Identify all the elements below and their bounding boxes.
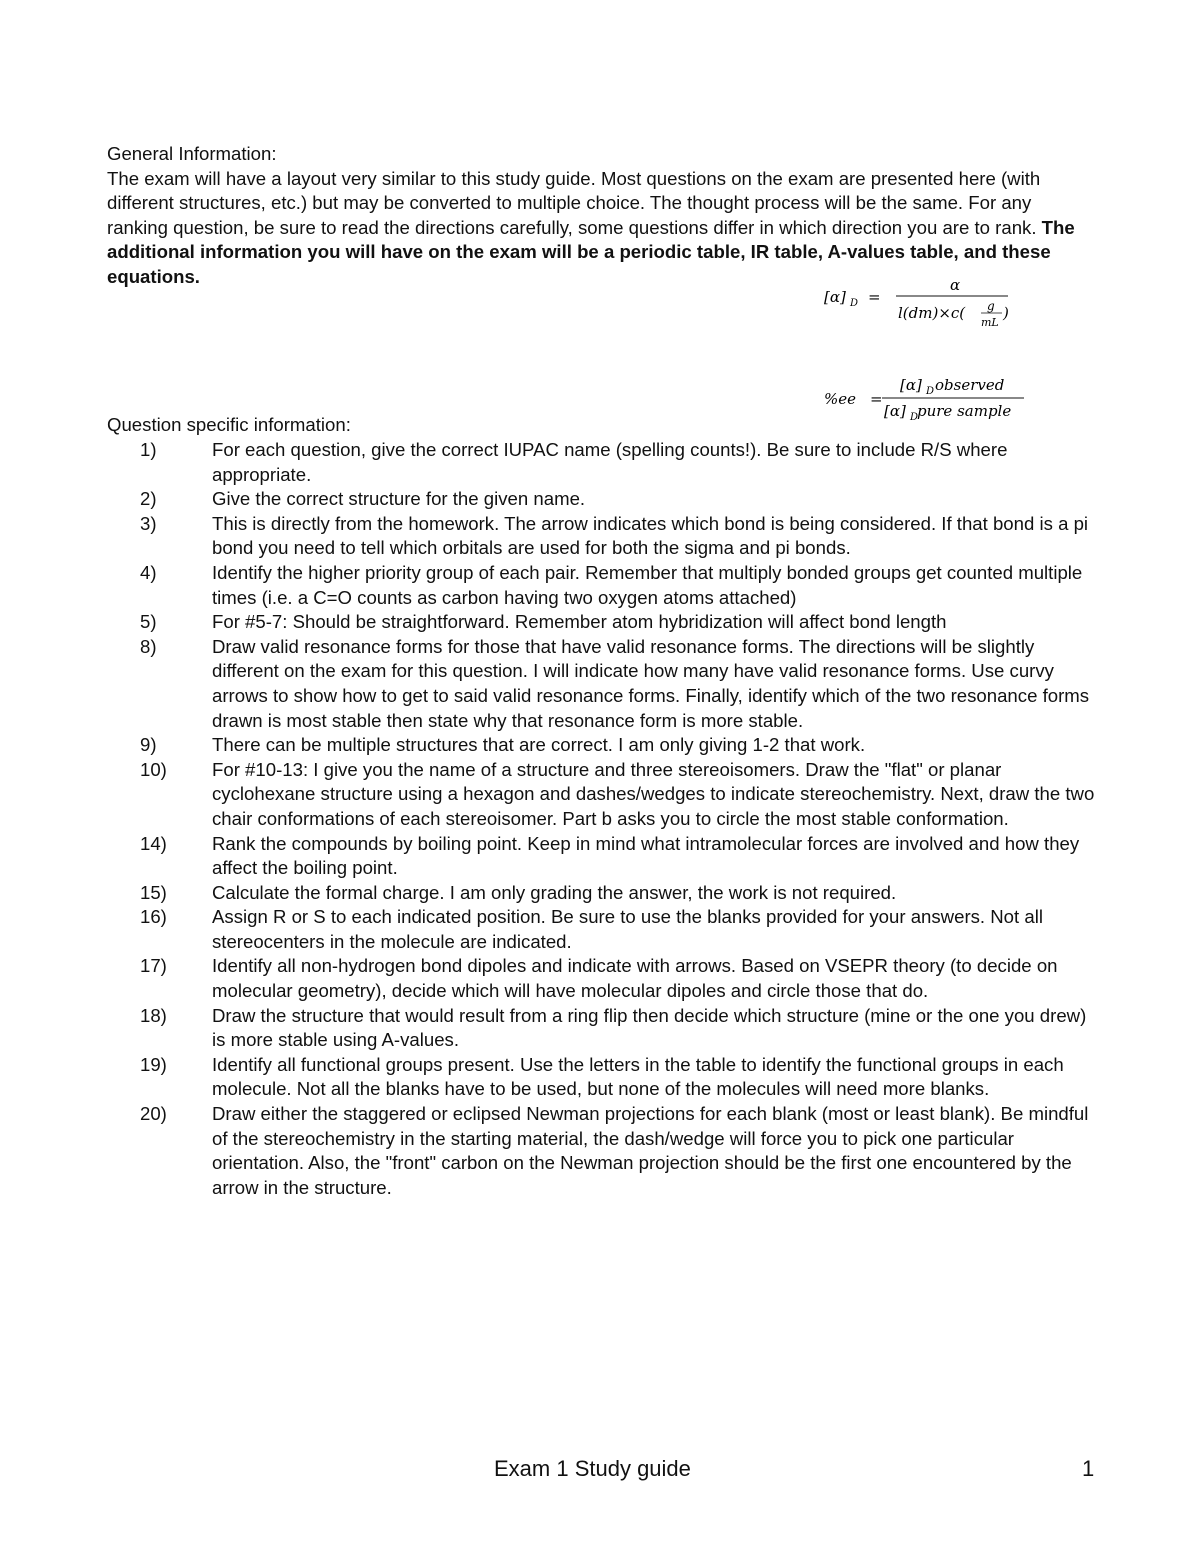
list-item [107,512,1102,561]
list-item [107,832,1102,881]
question-specific-heading: Question specific information: [107,414,351,435]
general-paragraph-bold-text: The additional information you will have on the exam will be a periodic table, IR table, A-values table, and these equations. [107,216,1075,287]
question-list [107,438,1102,1200]
enantiomeric-excess-equation [822,370,1032,428]
question-number: 14) [140,832,167,854]
question-text: Calculate the formal charge. I am only grading the answer, the work is not required. [212,881,897,903]
question-text: Identify all non-hydrogen bond dipoles and indicate with arrows. Based on VSEPR theory (to decide on molecular geometry), decide which will have molecular dipoles and circle those that do. [212,955,1058,1002]
eq2-denominator-subscript: D [910,412,919,423]
question-number: 2) [140,488,157,510]
eq2-equals: = [870,390,883,408]
question-text: Draw valid resonance forms for those that have valid resonance forms. The directions will be slightly different on the exam for this question. I will indicate how many have valid resonance forms. Use curvy arrows to show how to get to said valid resonance forms. Finally, identify which of the two resonance forms drawn is most stable then state why that resonance form is more stable. [212,635,1090,731]
question-text: There can be multiple structures that are correct. I am only giving 1-2 that work. [212,734,866,756]
question-text: For #5-7: Should be straightforward. Remember atom hybridization will affect bond length [212,611,947,633]
general-paragraph-text: The exam will have a layout very similar to this study guide. Most questions on the exam are presented here (with different structures, etc.) but may be converted to multiple choice. The thought process will be the same. For any ranking question, be sure to read the directions carefully, some questions differ in which direction you are to rank. [107,167,1042,238]
list-item [107,1004,1102,1053]
list-item [107,635,1102,733]
question-text: For each question, give the correct IUPAC name (spelling counts!). Be sure to include R/S where appropriate. [212,439,1008,485]
question-text: Identify all functional groups present. Use the letters in the table to identify the functional groups in each molecule. Not all the blanks have to be used, but none of the molecules will need more blanks. [212,1053,1064,1100]
question-number: 20) [140,1103,167,1125]
question-number: 1) [140,439,157,460]
question-number: 15) [140,881,167,903]
eq2-denominator-text: pure sample [917,402,1012,420]
question-number: 3) [140,512,157,534]
question-text: Assign R or S to each indicated position. Be sure to use the blanks provided for your answers. Not all stereocenters in the molecule are indicated. [212,906,1043,952]
question-text: This is directly from the homework. The arrow indicates which bond is being considered. If that bond is a pi bond you need to tell which orbitals are used for both the sigma and pi bonds. [212,512,1089,559]
footer-title: Exam 1 Study guide [494,1456,691,1481]
eq1-lhs-subscript: D [850,298,859,309]
list-item [107,610,1102,635]
list-item [107,881,1102,906]
eq1-denominator-start: l(dm)×c( [898,304,966,322]
general-information-heading: General Information: [107,143,277,164]
list-item [107,954,1102,1003]
list-item [107,905,1102,954]
eq1-denominator-end: ) [1003,304,1009,322]
page-number: 1 [1082,1456,1095,1481]
question-number: 18) [140,1004,167,1026]
eq1-equals: = [868,288,881,306]
list-item [107,487,1102,512]
eq2-numerator-text: observed [935,376,1005,394]
question-text: Draw the structure that would result from a ring flip then decide which structure (mine or the one you drew) is more stable using A-values. [212,1004,1087,1051]
question-number: 5) [140,611,157,633]
question-text: Give the correct structure for the given name. [212,488,586,510]
list-item [107,1102,1102,1200]
question-number: 10) [140,758,167,780]
question-number: 16) [140,906,167,928]
eq2-numerator-bracket: [α] [900,376,922,394]
question-number: 9) [140,734,157,756]
general-information-section [107,142,1097,290]
list-item [107,733,1102,758]
eq2-lhs: %ee [824,390,857,408]
question-number: 8) [140,635,157,657]
question-number: 19) [140,1053,167,1075]
eq2-denominator-bracket: [α] [884,402,906,420]
question-number: 17) [140,955,167,977]
list-item [107,438,1102,487]
question-text: Draw either the staggered or eclipsed Newman projections for each blank (most or least blank). Be mindful of the stereochemistry in the starting material, the dash/wedge will force you to pick one particular orientation. Also, the "front" carbon on the Newman projection should be the first one encountered by the arrow in the structure. [212,1103,1089,1198]
list-item [107,758,1102,832]
eq1-lhs: [α] [824,288,846,306]
question-number: 4) [140,561,157,583]
specific-rotation-equation [822,272,1022,334]
question-text: For #10-13: I give you the name of a structure and three stereoisomers. Draw the "flat" or planar cyclohexane structure using a hexagon and dashes/wedges to indicate stereochemistry. Next, draw the two chair conformations of each stereoisomer. Part b asks you to circle the most stable conformation. [212,758,1095,829]
eq2-numerator-subscript: D [926,386,935,397]
eq1-inner-numerator: g [987,299,995,313]
question-text: Rank the compounds by boiling point. Keep in mind what intramolecular forces are involved and how they affect the boiling point. [212,832,1080,879]
question-text: Identify the higher priority group of each pair. Remember that multiply bonded groups get counted multiple times (i.e. a C=O counts as carbon having two oxygen atoms attached) [212,561,1083,608]
eq1-inner-denominator: mL [981,316,999,329]
list-item [107,561,1102,610]
list-item [107,1053,1102,1102]
eq1-numerator: α [950,276,961,294]
